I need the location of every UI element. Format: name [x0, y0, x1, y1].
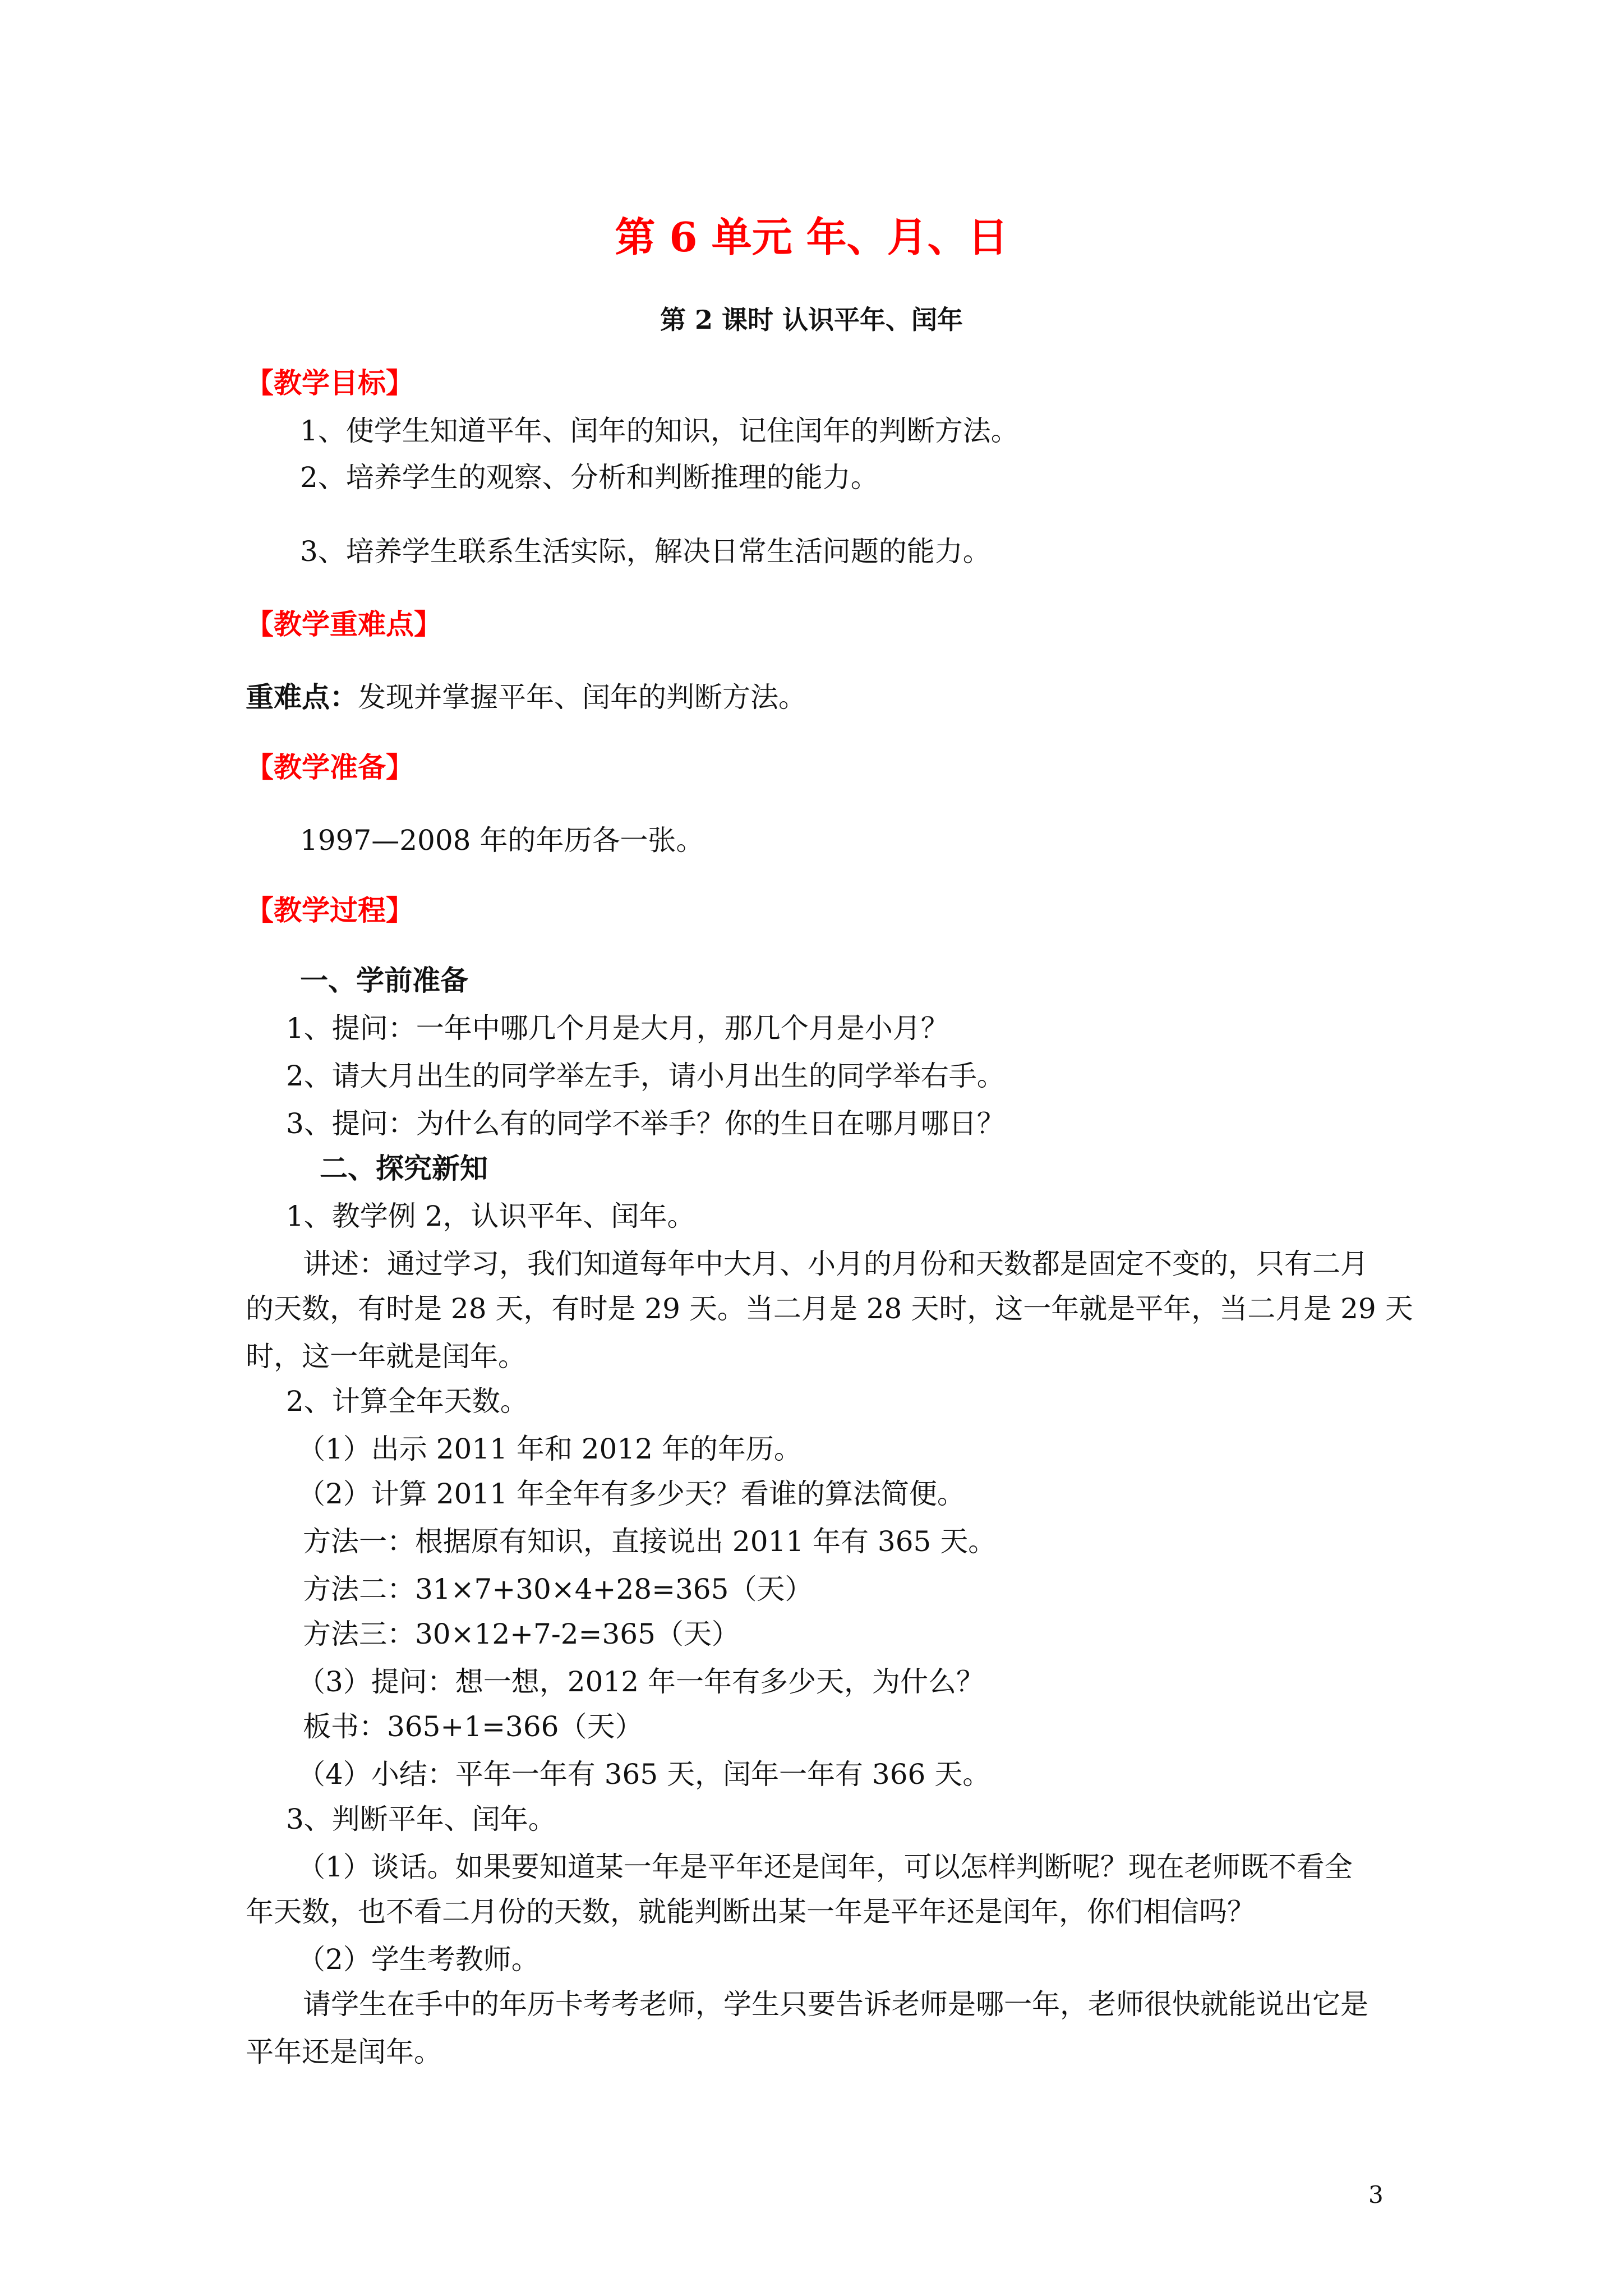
process-line: 2、计算全年天数。	[286, 1385, 528, 1418]
process-line: （1）出示 2011 年和 2012 年的年历。	[297, 1433, 802, 1465]
process-line: （2）计算 2011 年全年有多少天？看谁的算法简便。	[297, 1478, 965, 1510]
part1-item: 1、提问：一年中哪几个月是大月，那几个月是小月？	[286, 1012, 949, 1045]
objective-item: 1、使学生知道平年、闰年的知识，记住闰年的判断方法。	[300, 415, 1019, 447]
process-line: 方法一：根据原有知识，直接说出 2011 年有 365 天。	[303, 1525, 997, 1558]
process-line: 1、教学例 2，认识平年、闰年。	[286, 1200, 695, 1232]
process-line: 讲述：通过学习，我们知道每年中大月、小月的月份和天数都是固定不变的，只有二月	[303, 1248, 1368, 1280]
process-line: （4）小结：平年一年有 365 天，闰年一年有 366 天。	[297, 1758, 991, 1791]
process-line: 方法三：30×12+7-2=365（天）	[303, 1618, 740, 1650]
preparation-heading: 【教学准备】	[246, 751, 414, 784]
part1-heading: 一、学前准备	[300, 964, 468, 997]
key-points-line	[246, 679, 806, 716]
key-points-label: 重难点：	[246, 680, 358, 714]
objective-item: 2、培养学生的观察、分析和判断推理的能力。	[300, 461, 879, 494]
objective-item: 3、培养学生联系生活实际，解决日常生活问题的能力。	[300, 535, 991, 568]
objectives-heading: 【教学目标】	[246, 366, 414, 399]
key-points-text: 发现并掌握平年、闰年的判断方法。	[358, 681, 806, 714]
process-line: 3、判断平年、闰年。	[286, 1803, 556, 1835]
process-line: （1）谈话。如果要知道某一年是平年还是闰年，可以怎样判断呢？现在老师既不看全	[297, 1851, 1353, 1883]
part1-item: 2、请大月出生的同学举左手，请小月出生的同学举右手。	[286, 1060, 1005, 1092]
process-line: 时，这一年就是闰年。	[246, 1340, 526, 1373]
process-line: （2）学生考教师。	[297, 1943, 540, 1976]
process-line: 方法二：31×7+30×4+28=365（天）	[303, 1573, 813, 1605]
process-heading: 【教学过程】	[246, 894, 414, 927]
process-line: 年天数，也不看二月份的天数，就能判断出某一年是平年还是闰年，你们相信吗？	[246, 1895, 1255, 1928]
process-line: 板书：365+1=366（天）	[303, 1710, 643, 1743]
page-number: 3	[1368, 2181, 1384, 2208]
process-line: 平年还是闰年。	[246, 2036, 442, 2068]
process-line: 请学生在手中的年历卡考考老师，学生只要告诉老师是哪一年，老师很快就能说出它是	[303, 1988, 1368, 2021]
process-line: （3）提问：想一想，2012 年一年有多少天，为什么？	[297, 1665, 984, 1698]
preparation-text: 1997—2008 年的年历各一张。	[300, 824, 704, 857]
process-line: 的天数，有时是 28 天，有时是 29 天。当二月是 28 天时，这一年就是平年，当二月是 29 天	[246, 1292, 1413, 1325]
page-title: 第 6 单元 年、月、日	[615, 213, 1008, 261]
part1-item: 3、提问：为什么有的同学不举手？你的生日在哪月哪日？	[286, 1107, 1005, 1140]
page-subtitle: 第 2 课时 认识平年、闰年	[660, 305, 963, 335]
key-points-heading: 【教学重难点】	[246, 608, 442, 641]
part2-heading: 二、探究新知	[320, 1152, 488, 1185]
